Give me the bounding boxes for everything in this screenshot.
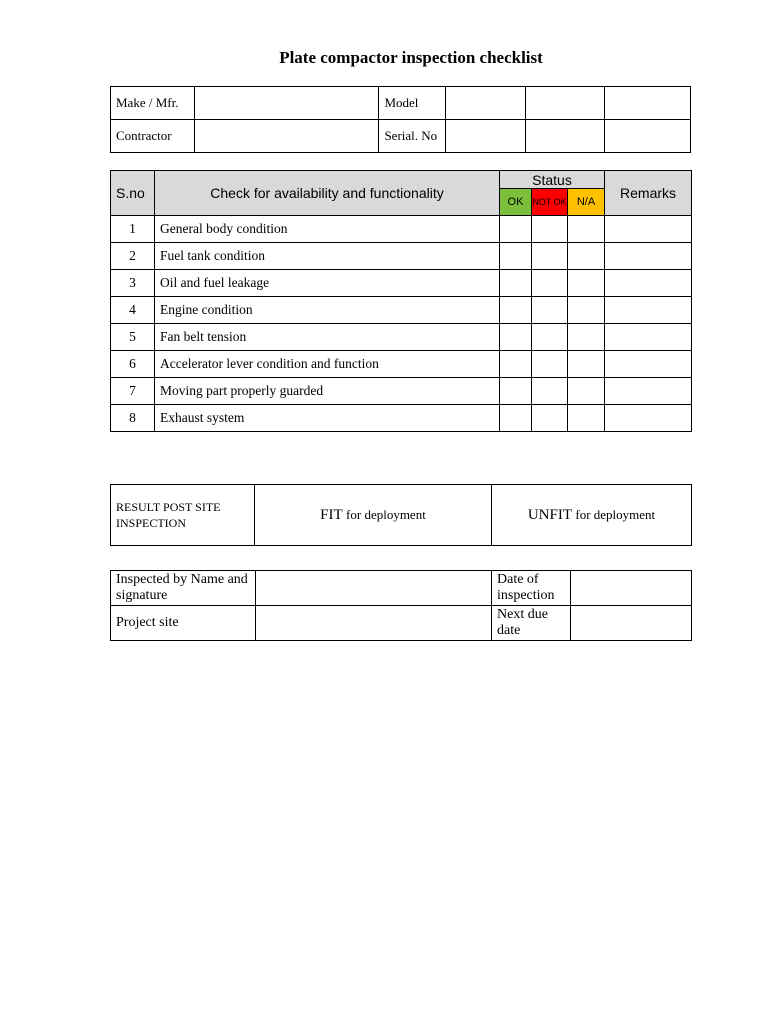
not-ok-checkbox[interactable] [532, 270, 568, 297]
make-label: Make / Mfr. [111, 87, 195, 120]
row-number: 2 [111, 243, 155, 270]
page-title: Plate compactor inspection checklist [279, 48, 543, 67]
na-checkbox[interactable] [568, 324, 605, 351]
checklist-row [111, 270, 692, 297]
ok-checkbox[interactable] [500, 378, 532, 405]
row-number: 1 [111, 216, 155, 243]
inspected-by-label: Inspected by Name and signature [111, 571, 256, 606]
row-item: Moving part properly guarded [155, 378, 500, 405]
row-number: 8 [111, 405, 155, 432]
checklist-row [111, 351, 692, 378]
project-site-label: Project site [111, 606, 256, 641]
remarks-field[interactable] [605, 270, 692, 297]
project-site-row [111, 606, 692, 641]
checklist-row [111, 324, 692, 351]
checklist-header-row [111, 171, 692, 189]
remarks-field[interactable] [605, 324, 692, 351]
checklist-row [111, 297, 692, 324]
result-table [110, 484, 692, 546]
signoff-table [110, 570, 692, 641]
not-ok-checkbox[interactable] [532, 324, 568, 351]
ok-checkbox[interactable] [500, 216, 532, 243]
checklist-row [111, 378, 692, 405]
check-header: Check for availability and functionality [155, 171, 500, 216]
unfit-word: UNFIT [527, 506, 572, 523]
row-item: Exhaust system [155, 405, 500, 432]
model-field[interactable] [445, 87, 525, 120]
serial-field-3[interactable] [604, 120, 690, 153]
contractor-label: Contractor [111, 120, 195, 153]
row-item: Engine condition [155, 297, 500, 324]
model-label: Model [379, 87, 445, 120]
row-item: Fan belt tension [155, 324, 500, 351]
ok-checkbox[interactable] [500, 324, 532, 351]
ok-checkbox[interactable] [500, 270, 532, 297]
ok-checkbox[interactable] [500, 243, 532, 270]
row-number: 5 [111, 324, 155, 351]
row-item: Oil and fuel leakage [155, 270, 500, 297]
na-checkbox[interactable] [568, 297, 605, 324]
not-ok-checkbox[interactable] [532, 297, 568, 324]
status-na-header: N/A [568, 189, 605, 216]
row-item: Accelerator lever condition and function [155, 351, 500, 378]
remarks-field[interactable] [605, 297, 692, 324]
checklist-row [111, 243, 692, 270]
na-checkbox[interactable] [568, 243, 605, 270]
inspection-checklist-table [110, 170, 692, 432]
make-field[interactable] [195, 87, 379, 120]
ok-checkbox[interactable] [500, 297, 532, 324]
model-field-2[interactable] [525, 87, 604, 120]
contractor-row [111, 120, 691, 153]
result-row [111, 485, 692, 546]
model-field-3[interactable] [604, 87, 690, 120]
unfit-option[interactable] [492, 485, 692, 546]
remarks-field[interactable] [605, 216, 692, 243]
status-not-ok-header: NOT OK [532, 189, 568, 216]
ok-checkbox[interactable] [500, 351, 532, 378]
not-ok-checkbox[interactable] [532, 405, 568, 432]
equipment-info-table [110, 86, 691, 153]
next-due-date-label: Next due date [492, 606, 571, 641]
checklist-row [111, 405, 692, 432]
checklist-row [111, 216, 692, 243]
fit-option[interactable] [255, 485, 492, 546]
serial-field-2[interactable] [525, 120, 604, 153]
row-number: 7 [111, 378, 155, 405]
not-ok-checkbox[interactable] [532, 243, 568, 270]
serial-field[interactable] [445, 120, 525, 153]
row-number: 3 [111, 270, 155, 297]
ok-checkbox[interactable] [500, 405, 532, 432]
next-due-date-field[interactable] [571, 606, 692, 641]
na-checkbox[interactable] [568, 216, 605, 243]
remarks-header: Remarks [605, 171, 692, 216]
not-ok-checkbox[interactable] [532, 216, 568, 243]
fit-suffix: for deployment [346, 506, 426, 522]
row-number: 4 [111, 297, 155, 324]
row-number: 6 [111, 351, 155, 378]
date-of-inspection-field[interactable] [571, 571, 692, 606]
remarks-field[interactable] [605, 351, 692, 378]
date-of-inspection-label: Date of inspection [492, 571, 571, 606]
fit-word: FIT [320, 506, 343, 523]
status-header: Status [500, 171, 605, 189]
project-site-field[interactable] [256, 606, 492, 641]
inspected-by-row [111, 571, 692, 606]
na-checkbox[interactable] [568, 270, 605, 297]
row-item: General body condition [155, 216, 500, 243]
remarks-field[interactable] [605, 378, 692, 405]
na-checkbox[interactable] [568, 405, 605, 432]
unfit-suffix: for deployment [575, 506, 656, 522]
contractor-field[interactable] [195, 120, 379, 153]
checklist-body [111, 216, 692, 432]
na-checkbox[interactable] [568, 378, 605, 405]
sno-header: S.no [111, 171, 155, 216]
serial-label: Serial. No [379, 120, 445, 153]
not-ok-checkbox[interactable] [532, 351, 568, 378]
result-label: RESULT POST SITE INSPECTION [111, 485, 255, 546]
inspected-by-field[interactable] [256, 571, 492, 606]
na-checkbox[interactable] [568, 351, 605, 378]
not-ok-checkbox[interactable] [532, 378, 568, 405]
row-item: Fuel tank condition [155, 243, 500, 270]
remarks-field[interactable] [605, 243, 692, 270]
status-ok-header: OK [500, 189, 532, 216]
remarks-field[interactable] [605, 405, 692, 432]
make-row [111, 87, 691, 120]
